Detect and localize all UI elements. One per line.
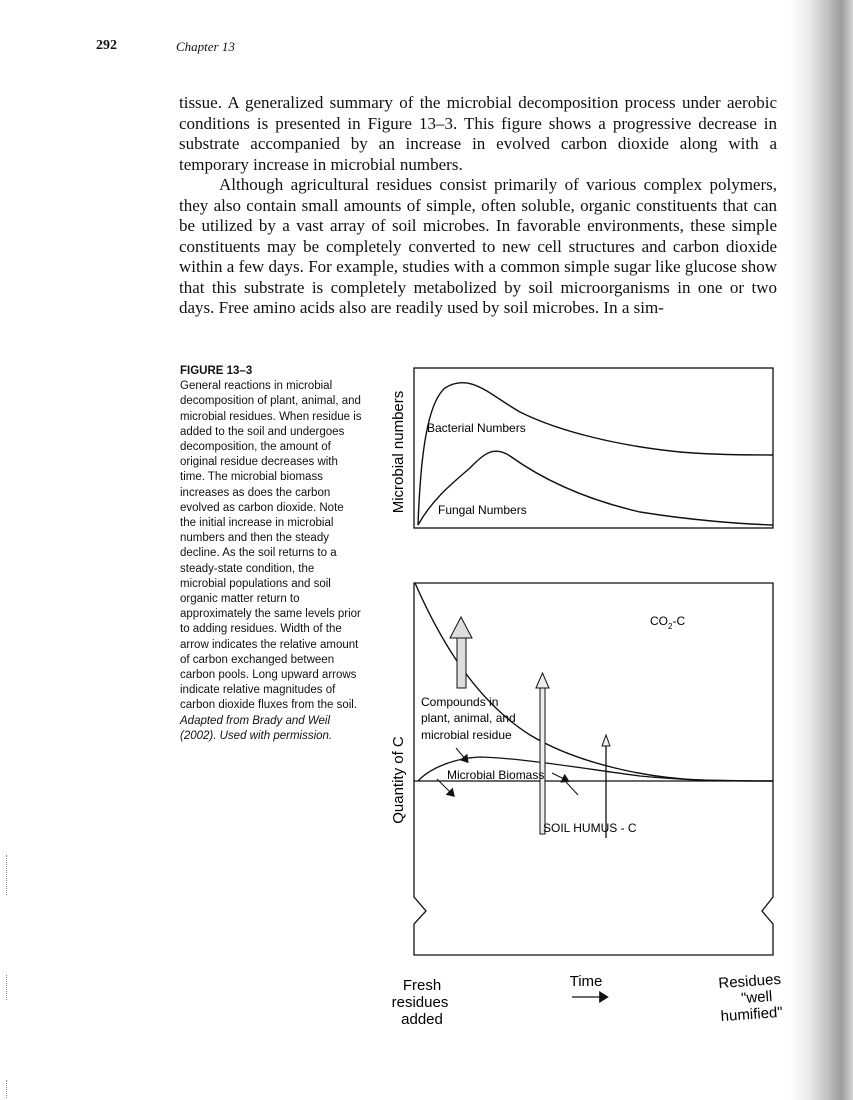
caption-credit: Adapted from Brady and Weil (2002). Used with permission. <box>180 714 333 742</box>
figure-label: FIGURE 13–3 <box>180 365 253 377</box>
bacterial-numbers-label: Bacterial Numbers <box>427 421 526 435</box>
humified-label-3: humified" <box>720 1003 784 1026</box>
bottom-panel <box>390 583 773 955</box>
compounds-label-1: Compounds in <box>421 695 499 709</box>
microbial-biomass-label: Microbial Biomass <box>447 768 545 782</box>
paragraph: tissue. A generalized summary of the microbial decomposition process under aerobic conditions is presented in Figure 13–3. This figure shows a progressive decrease in substrate accompanied by an increase in evolved carbon dioxide along with a temporary increase in microbial numbers. <box>179 93 777 174</box>
co2-flux-arrow-medium <box>536 673 549 834</box>
paragraph: Although agricultural residues consist primarily of various complex polymers, they also contain small amounts of simple, often soluble, organic constituents that can be utilized by a vast array of soil microbes. In favorable environments, these simple constituents may be completely converted to new cell structures and carbon dioxide within a few days. For example, studies with a common simple sugar like glucose show that this substrate is completely metabolized by soil microorganisms in one or two days. Free amino acids also are readily used by soil microbes. In a sim- <box>179 175 777 317</box>
compounds-label-2: plant, animal, and <box>421 711 516 725</box>
running-head: Chapter 13 <box>176 39 235 54</box>
time-axis <box>392 971 784 1028</box>
caption-text: General reactions in microbial decomposition of plant, animal, and microbial residues. When residue is added to the soil and undergoes decomposition, the amount of original residue decreases with time. The microbial biomass increases as does the carbon evolved as carbon dioxide. Note the initial increase in microbial numbers and then the steady decline. As the soil returns to a steady-state condition, the microbial populations and soil organic matter return to approximately the same levels prior to adding residues. Width of the arrow indicates the relative amount of carbon exchanged between carbon pools. Long upward arrows indicate relative magnitudes of carbon dioxide fluxes from the soil. <box>180 380 362 712</box>
top-panel-ylabel: Microbial numbers <box>390 390 407 514</box>
residue-decay-curve <box>415 583 773 781</box>
bottom-panel-ylabel: Quantity of C <box>390 736 407 824</box>
biomass-to-humus-arrow-2 <box>552 773 566 780</box>
residue-to-biomass-arrow <box>456 748 466 760</box>
co2-c-label: $CO_2-C$ <box>650 614 686 631</box>
compounds-label-3: microbial residue <box>421 728 512 742</box>
time-label: Time <box>569 973 603 990</box>
soil-humus-label: SOIL HUMUS - C <box>543 821 637 835</box>
fresh-residues-label-1: Fresh <box>402 977 442 994</box>
top-panel <box>390 368 773 528</box>
humified-label-1: Residues <box>717 970 782 993</box>
fresh-residues-label-2: residues <box>391 994 449 1011</box>
fungal-numbers-label: Fungal Numbers <box>438 503 527 517</box>
humus-connector <box>566 782 578 795</box>
page-number: 292 <box>96 38 117 53</box>
fresh-residues-label-3: added <box>401 1011 443 1028</box>
humified-label-2: "well <box>740 987 773 1008</box>
